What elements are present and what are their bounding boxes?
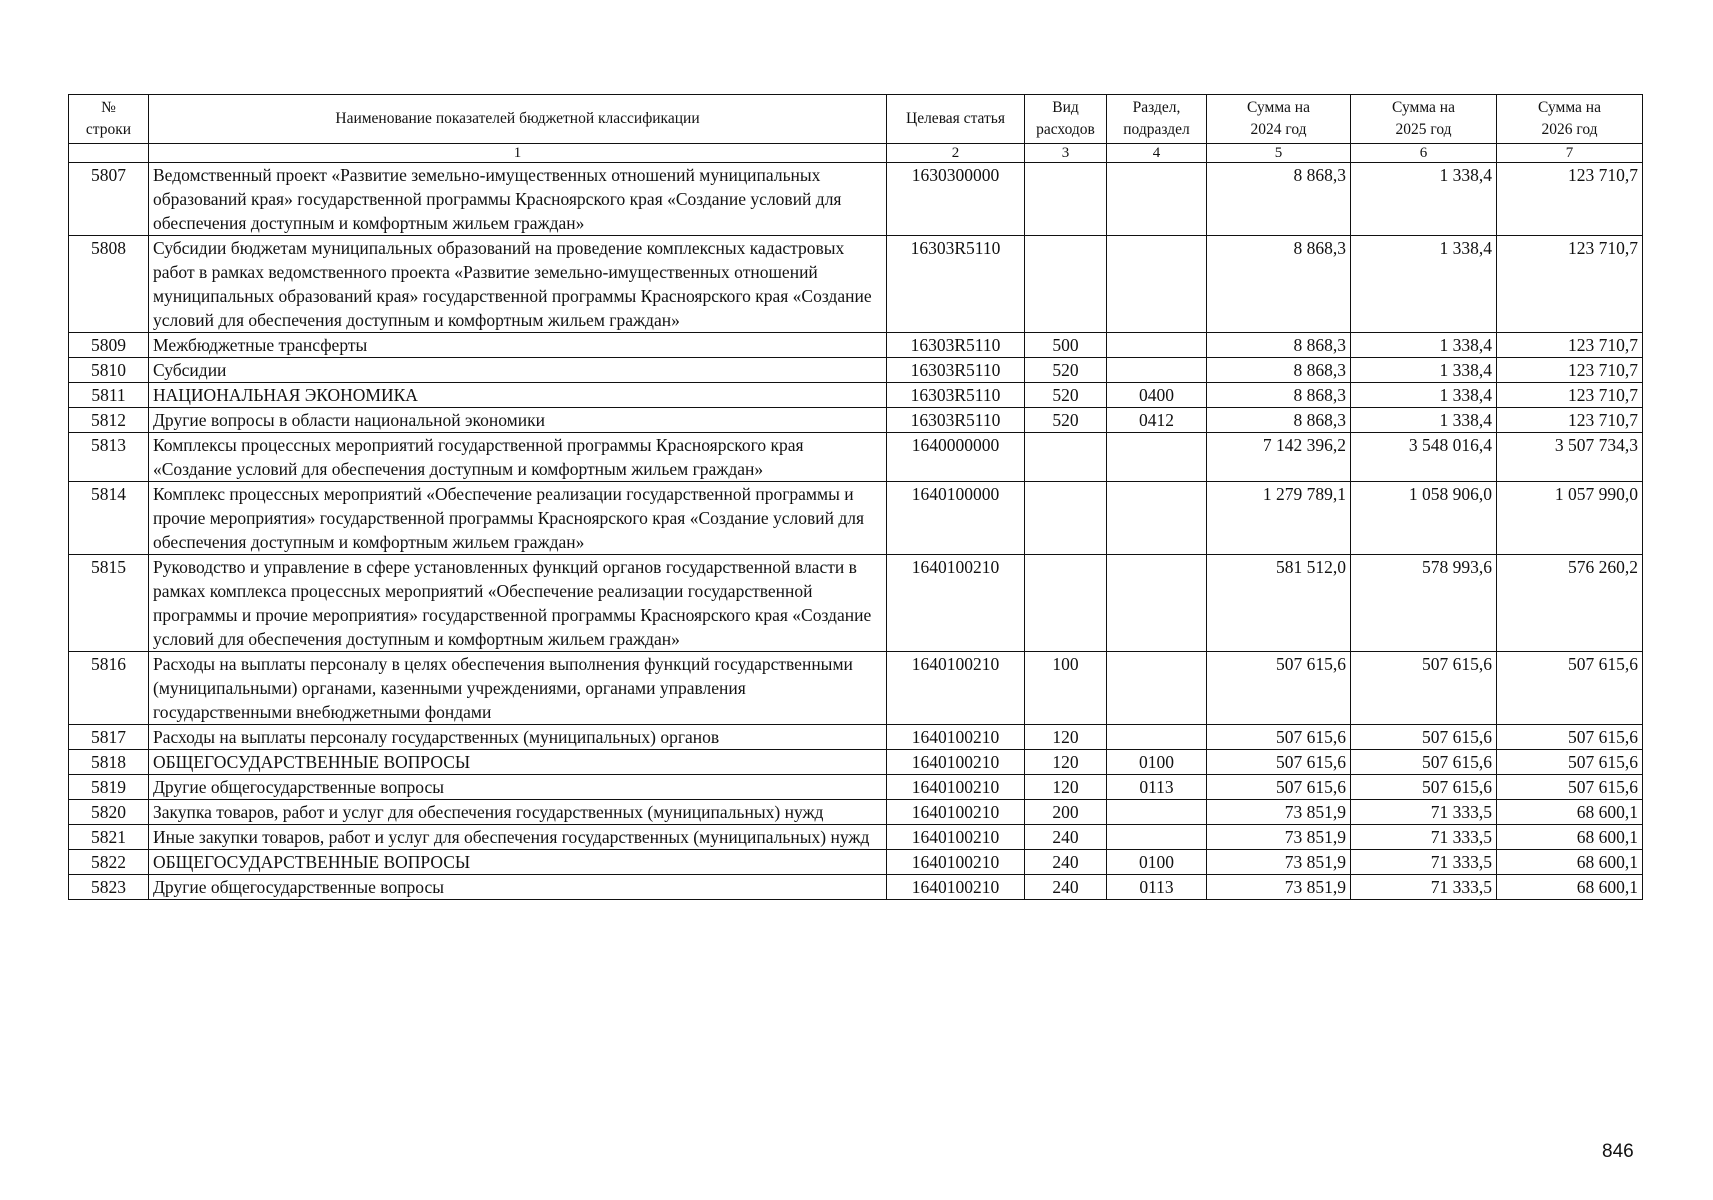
row-target-article: 1640100210 xyxy=(887,725,1025,750)
table-row xyxy=(69,875,1643,900)
table-row xyxy=(69,725,1643,750)
row-amount-2025: 71 333,5 xyxy=(1351,825,1497,850)
row-expense-kind xyxy=(1025,163,1107,236)
row-section xyxy=(1107,333,1207,358)
row-target-article: 1640100210 xyxy=(887,800,1025,825)
row-section: 0113 xyxy=(1107,775,1207,800)
column-number: 7 xyxy=(1497,144,1643,163)
row-section xyxy=(1107,433,1207,482)
row-name: ОБЩЕГОСУДАРСТВЕННЫЕ ВОПРОСЫ xyxy=(149,750,887,775)
row-amount-2024: 73 851,9 xyxy=(1207,825,1351,850)
header-code: Целевая статья xyxy=(887,95,1025,144)
row-amount-2024: 73 851,9 xyxy=(1207,800,1351,825)
row-expense-kind: 500 xyxy=(1025,333,1107,358)
row-section xyxy=(1107,163,1207,236)
row-amount-2026: 507 615,6 xyxy=(1497,652,1643,725)
column-number: 6 xyxy=(1351,144,1497,163)
row-number: 5818 xyxy=(69,750,149,775)
row-section xyxy=(1107,482,1207,555)
row-expense-kind: 520 xyxy=(1025,383,1107,408)
row-target-article: 1640100210 xyxy=(887,825,1025,850)
row-section xyxy=(1107,358,1207,383)
row-expense-kind: 520 xyxy=(1025,358,1107,383)
row-target-article: 1640100000 xyxy=(887,482,1025,555)
column-number: 2 xyxy=(887,144,1025,163)
row-target-article: 1640000000 xyxy=(887,433,1025,482)
row-number: 5819 xyxy=(69,775,149,800)
column-number-row xyxy=(69,144,1643,163)
row-expense-kind: 200 xyxy=(1025,800,1107,825)
row-expense-kind: 240 xyxy=(1025,875,1107,900)
table-row xyxy=(69,775,1643,800)
row-amount-2024: 8 868,3 xyxy=(1207,408,1351,433)
page-number: 846 xyxy=(1602,1141,1634,1162)
table-row xyxy=(69,333,1643,358)
row-name: Комплексы процессных мероприятий государственной программы Красноярского края «Создание условий для обеспечения доступным и комфортным жильем граждан» xyxy=(149,433,887,482)
row-name: Закупка товаров, работ и услуг для обеспечения государственных (муниципальных) нужд xyxy=(149,800,887,825)
row-amount-2024: 507 615,6 xyxy=(1207,750,1351,775)
row-target-article: 16303R5110 xyxy=(887,333,1025,358)
row-amount-2025: 1 338,4 xyxy=(1351,408,1497,433)
row-section xyxy=(1107,555,1207,652)
row-amount-2026: 123 710,7 xyxy=(1497,333,1643,358)
row-amount-2024: 507 615,6 xyxy=(1207,775,1351,800)
row-number: 5810 xyxy=(69,358,149,383)
row-amount-2026: 123 710,7 xyxy=(1497,383,1643,408)
table-row xyxy=(69,850,1643,875)
header-2026: Сумма на 2026 год xyxy=(1497,95,1643,144)
row-number: 5822 xyxy=(69,850,149,875)
row-target-article: 16303R5110 xyxy=(887,383,1025,408)
header-num: № строки xyxy=(69,95,149,144)
row-target-article: 1640100210 xyxy=(887,652,1025,725)
row-amount-2024: 8 868,3 xyxy=(1207,163,1351,236)
column-number xyxy=(69,144,149,163)
row-name: Другие общегосударственные вопросы xyxy=(149,875,887,900)
row-number: 5817 xyxy=(69,725,149,750)
row-amount-2026: 123 710,7 xyxy=(1497,358,1643,383)
row-expense-kind xyxy=(1025,236,1107,333)
row-amount-2026: 123 710,7 xyxy=(1497,236,1643,333)
row-target-article: 1640100210 xyxy=(887,850,1025,875)
row-amount-2024: 8 868,3 xyxy=(1207,236,1351,333)
row-amount-2026: 3 507 734,3 xyxy=(1497,433,1643,482)
row-amount-2025: 3 548 016,4 xyxy=(1351,433,1497,482)
row-section xyxy=(1107,825,1207,850)
row-amount-2026: 68 600,1 xyxy=(1497,850,1643,875)
row-expense-kind xyxy=(1025,482,1107,555)
table-row xyxy=(69,825,1643,850)
row-target-article: 16303R5110 xyxy=(887,408,1025,433)
row-name: Ведомственный проект «Развитие земельно-имущественных отношений муниципальных образований края» государственной программы Красноярского края «Создание условий для обеспечения доступным и комфортным жильем граждан» xyxy=(149,163,887,236)
budget-table xyxy=(68,94,1643,900)
row-number: 5809 xyxy=(69,333,149,358)
row-expense-kind: 120 xyxy=(1025,725,1107,750)
row-number: 5814 xyxy=(69,482,149,555)
row-expense-kind: 240 xyxy=(1025,850,1107,875)
row-number: 5807 xyxy=(69,163,149,236)
table-row xyxy=(69,800,1643,825)
header-name: Наименование показателей бюджетной классификации xyxy=(149,95,887,144)
row-amount-2025: 507 615,6 xyxy=(1351,775,1497,800)
column-number: 3 xyxy=(1025,144,1107,163)
table-row xyxy=(69,408,1643,433)
row-expense-kind: 240 xyxy=(1025,825,1107,850)
row-amount-2025: 71 333,5 xyxy=(1351,850,1497,875)
column-number: 4 xyxy=(1107,144,1207,163)
row-amount-2026: 123 710,7 xyxy=(1497,163,1643,236)
table-row xyxy=(69,482,1643,555)
row-amount-2026: 68 600,1 xyxy=(1497,825,1643,850)
row-number: 5812 xyxy=(69,408,149,433)
row-target-article: 1640100210 xyxy=(887,750,1025,775)
row-number: 5813 xyxy=(69,433,149,482)
row-expense-kind: 520 xyxy=(1025,408,1107,433)
row-amount-2024: 581 512,0 xyxy=(1207,555,1351,652)
row-amount-2025: 1 338,4 xyxy=(1351,358,1497,383)
header-row xyxy=(69,95,1643,144)
column-number: 5 xyxy=(1207,144,1351,163)
row-name: ОБЩЕГОСУДАРСТВЕННЫЕ ВОПРОСЫ xyxy=(149,850,887,875)
row-number: 5823 xyxy=(69,875,149,900)
row-amount-2026: 507 615,6 xyxy=(1497,775,1643,800)
row-amount-2024: 507 615,6 xyxy=(1207,652,1351,725)
table-row xyxy=(69,358,1643,383)
row-amount-2026: 1 057 990,0 xyxy=(1497,482,1643,555)
row-section xyxy=(1107,236,1207,333)
row-amount-2026: 576 260,2 xyxy=(1497,555,1643,652)
row-name: Расходы на выплаты персоналу в целях обеспечения выполнения функций государственными (муниципальными) органами, казенными учреждениями, органами управления государственными внебюджетными фондами xyxy=(149,652,887,725)
row-number: 5815 xyxy=(69,555,149,652)
row-name: Руководство и управление в сфере установленных функций органов государственной власти в рамках комплекса процессных мероприятий «Обеспечение реализации государственной программы и прочие мероприятия» государственной программы Красноярского края «Создание условий для обеспечения доступным и комфортным жильем граждан» xyxy=(149,555,887,652)
row-expense-kind xyxy=(1025,555,1107,652)
row-name: НАЦИОНАЛЬНАЯ ЭКОНОМИКА xyxy=(149,383,887,408)
header-2025: Сумма на 2025 год xyxy=(1351,95,1497,144)
header-2024: Сумма на 2024 год xyxy=(1207,95,1351,144)
row-section: 0100 xyxy=(1107,850,1207,875)
row-expense-kind: 100 xyxy=(1025,652,1107,725)
row-amount-2026: 507 615,6 xyxy=(1497,725,1643,750)
row-name: Комплекс процессных мероприятий «Обеспечение реализации государственной программы и прочие мероприятия» государственной программы Красноярского края «Создание условий для обеспечения доступным и комфортным жильем граждан» xyxy=(149,482,887,555)
table-row xyxy=(69,433,1643,482)
row-amount-2025: 507 615,6 xyxy=(1351,652,1497,725)
table-row xyxy=(69,383,1643,408)
row-number: 5821 xyxy=(69,825,149,850)
row-target-article: 1640100210 xyxy=(887,555,1025,652)
row-section: 0400 xyxy=(1107,383,1207,408)
row-section xyxy=(1107,725,1207,750)
row-amount-2025: 71 333,5 xyxy=(1351,800,1497,825)
table-row xyxy=(69,652,1643,725)
row-target-article: 1640100210 xyxy=(887,875,1025,900)
row-section: 0100 xyxy=(1107,750,1207,775)
row-amount-2024: 73 851,9 xyxy=(1207,850,1351,875)
row-amount-2026: 68 600,1 xyxy=(1497,800,1643,825)
row-amount-2025: 1 338,4 xyxy=(1351,236,1497,333)
row-amount-2025: 1 338,4 xyxy=(1351,163,1497,236)
row-amount-2026: 68 600,1 xyxy=(1497,875,1643,900)
row-section: 0113 xyxy=(1107,875,1207,900)
row-amount-2024: 1 279 789,1 xyxy=(1207,482,1351,555)
row-target-article: 1630300000 xyxy=(887,163,1025,236)
table-row xyxy=(69,555,1643,652)
row-amount-2025: 507 615,6 xyxy=(1351,725,1497,750)
row-amount-2024: 8 868,3 xyxy=(1207,358,1351,383)
row-amount-2025: 1 338,4 xyxy=(1351,333,1497,358)
row-amount-2024: 8 868,3 xyxy=(1207,333,1351,358)
row-target-article: 1640100210 xyxy=(887,775,1025,800)
row-name: Другие общегосударственные вопросы xyxy=(149,775,887,800)
table-row xyxy=(69,163,1643,236)
row-amount-2025: 507 615,6 xyxy=(1351,750,1497,775)
column-number: 1 xyxy=(149,144,887,163)
row-expense-kind: 120 xyxy=(1025,750,1107,775)
row-name: Расходы на выплаты персоналу государственных (муниципальных) органов xyxy=(149,725,887,750)
row-section xyxy=(1107,800,1207,825)
row-amount-2025: 1 338,4 xyxy=(1351,383,1497,408)
row-name: Другие вопросы в области национальной экономики xyxy=(149,408,887,433)
row-number: 5808 xyxy=(69,236,149,333)
row-name: Субсидии xyxy=(149,358,887,383)
row-amount-2026: 507 615,6 xyxy=(1497,750,1643,775)
table-body xyxy=(69,163,1643,900)
row-expense-kind: 120 xyxy=(1025,775,1107,800)
row-amount-2025: 578 993,6 xyxy=(1351,555,1497,652)
row-number: 5811 xyxy=(69,383,149,408)
row-name: Субсидии бюджетам муниципальных образований на проведение комплексных кадастровых работ в рамках ведомственного проекта «Развитие земельно-имущественных отношений муниципальных образований края» государственной программы Красноярского края «Создание условий для обеспечения доступным и комфортным жильем граждан» xyxy=(149,236,887,333)
row-amount-2024: 8 868,3 xyxy=(1207,383,1351,408)
row-expense-kind xyxy=(1025,433,1107,482)
row-target-article: 16303R5110 xyxy=(887,236,1025,333)
row-section: 0412 xyxy=(1107,408,1207,433)
row-amount-2024: 73 851,9 xyxy=(1207,875,1351,900)
row-number: 5820 xyxy=(69,800,149,825)
row-target-article: 16303R5110 xyxy=(887,358,1025,383)
row-amount-2026: 123 710,7 xyxy=(1497,408,1643,433)
row-name: Иные закупки товаров, работ и услуг для обеспечения государственных (муниципальных) нужд xyxy=(149,825,887,850)
row-number: 5816 xyxy=(69,652,149,725)
row-name: Межбюджетные трансферты xyxy=(149,333,887,358)
row-amount-2025: 1 058 906,0 xyxy=(1351,482,1497,555)
table-row xyxy=(69,236,1643,333)
row-amount-2025: 71 333,5 xyxy=(1351,875,1497,900)
row-amount-2024: 7 142 396,2 xyxy=(1207,433,1351,482)
header-section: Раздел, подраздел xyxy=(1107,95,1207,144)
row-section xyxy=(1107,652,1207,725)
table-row xyxy=(69,750,1643,775)
header-kind: Вид расходов xyxy=(1025,95,1107,144)
row-amount-2024: 507 615,6 xyxy=(1207,725,1351,750)
